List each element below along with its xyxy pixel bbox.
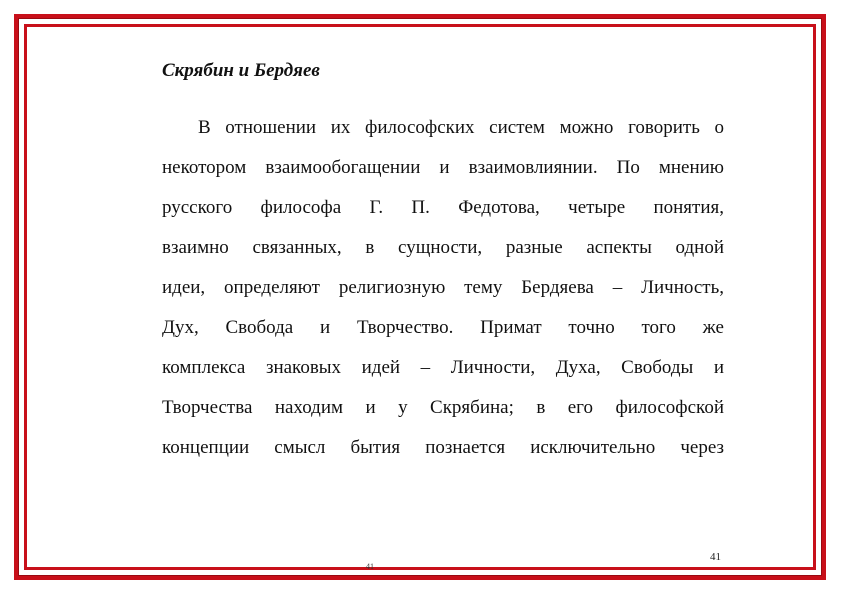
page-number: 41: [710, 551, 721, 563]
footer-page-number-small: 41: [366, 562, 374, 571]
body-paragraph: [162, 108, 724, 468]
paragraph-line: некотором взаимообогащении и взаимовлиянии. По мнению: [162, 157, 724, 178]
paragraph-line: русского философа Г. П. Федотова, четыре понятия,: [162, 197, 724, 218]
paragraph-line: концепции смысл бытия познается исключительно через: [162, 437, 724, 458]
paragraph-line: взаимно связанных, в сущности, разные аспекты одной: [162, 237, 724, 258]
paragraph-line: идеи, определяют религиозную тему Бердяева – Личность,: [162, 277, 724, 298]
slide-title: Скрябин и Бердяев: [162, 60, 320, 81]
paragraph-line: В отношении их философских систем можно говорить о: [198, 117, 724, 138]
paragraph-line: комплекса знаковых идей – Личности, Духа, Свободы и: [162, 357, 724, 378]
paragraph-line: Дух, Свобода и Творчество. Примат точно того же: [162, 317, 724, 338]
paragraph-line: Творчества находим и у Скрябина; в его философской: [162, 397, 724, 418]
